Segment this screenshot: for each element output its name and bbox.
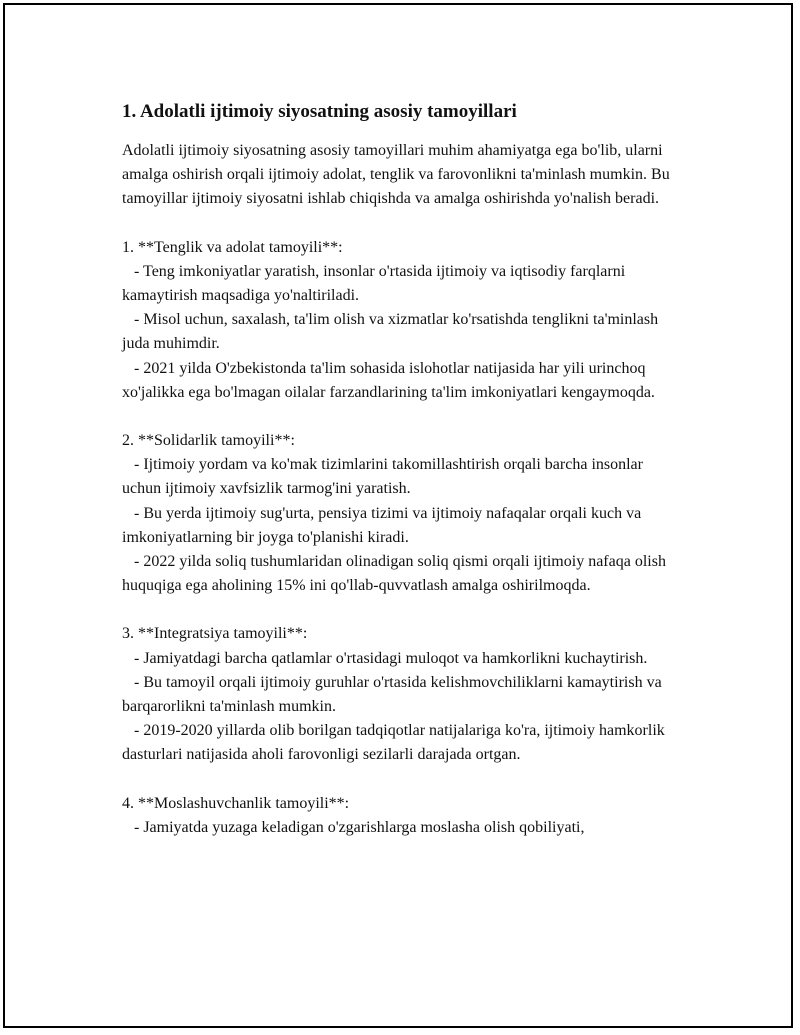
section-title: 3. **Integratsiya tamoyili**: <box>122 625 308 643</box>
section-bullet: - Jamiyatda yuzaga keladigan o'zgarishlarga moslasha olish qobiliyati, <box>134 818 585 836</box>
document-heading: 1. Adolatli ijtimoiy siyosatning asosiy tamoyillari <box>122 101 517 122</box>
section-bullet: - Bu tamoyil orqali ijtimoiy guruhlar o'rtasida kelishmovchiliklarni kamaytirish va barqarorlikni ta'minlash mumkin. <box>122 673 666 716</box>
section-title: 1. **Tenglik va adolat tamoyili**: <box>122 238 343 256</box>
document-body <box>122 99 682 864</box>
section-bullet: - Misol uchun, saxalash, ta'lim olish va xizmatlar ko'rsatishda tenglikni ta'minlash juda muhimdir. <box>122 311 663 353</box>
section-bullet: - 2019-2020 yillarda olib borilgan tadqiqotlar natijalariga ko'ra, ijtimoiy hamkorlik dasturlari natijasida aholi farovonligi sezilarli darajada ortgan. <box>122 722 669 764</box>
section-integration <box>122 622 682 767</box>
section-solidarity <box>122 429 682 598</box>
page-frame <box>3 3 793 1028</box>
section-bullet: - 2021 yilda O'zbekistonda ta'lim sohasida islohotlar natijasida har yili urinchoq xo'jalikka ega bo'lmagan oilalar farzandlarining ta'lim imkoniyatlari kengaymoqda. <box>122 359 655 401</box>
intro-paragraph: Adolatli ijtimoiy siyosatning asosiy tamoyillari muhim ahamiyatga ega bo'lib, ularni amalga oshirish orqali ijtimoiy adolat, tenglik va farovonlikni ta'minlash mumkin. Bu tamoyillar ijtimoiy siyosatni ishlab chiqishda va amalga oshirishda yo'nalish beradi. <box>122 142 670 208</box>
section-title: 2. **Solidarlik tamoyili**: <box>122 432 295 450</box>
section-bullet: - Jamiyatdagi barcha qatlamlar o'rtasidagi muloqot va hamkorlikni kuchaytirish. <box>134 649 648 667</box>
section-bullet: - Ijtimoiy yordam va ko'mak tizimlarini takomillashtirish orqali barcha insonlar uchun ijtimoiy xavfsizlik tarmog'ini yaratish. <box>122 456 647 498</box>
section-bullet: - Teng imkoniyatlar yaratish, insonlar o'rtasida ijtimoiy va iqtisodiy farqlarni kamaytirish maqsadiga yo'naltiriladi. <box>122 262 630 305</box>
section-bullet: - Bu yerda ijtimoiy sug'urta, pensiya tizimi va ijtimoiy nafaqalar orqali kuch va imkoniyatlarning bir joyga to'planishi kiradi. <box>122 504 646 546</box>
section-equality <box>122 236 682 405</box>
section-title: 4. **Moslashuvchanlik tamoyili**: <box>122 794 350 812</box>
section-flexibility <box>122 792 682 840</box>
section-bullet: - 2022 yilda soliq tushumlaridan olinadigan soliq qismi orqali ijtimoiy nafaqa olish huquqiga ega aholining 15% ini qo'llab-quvvatlash amalga oshirilmoqda. <box>122 553 670 595</box>
